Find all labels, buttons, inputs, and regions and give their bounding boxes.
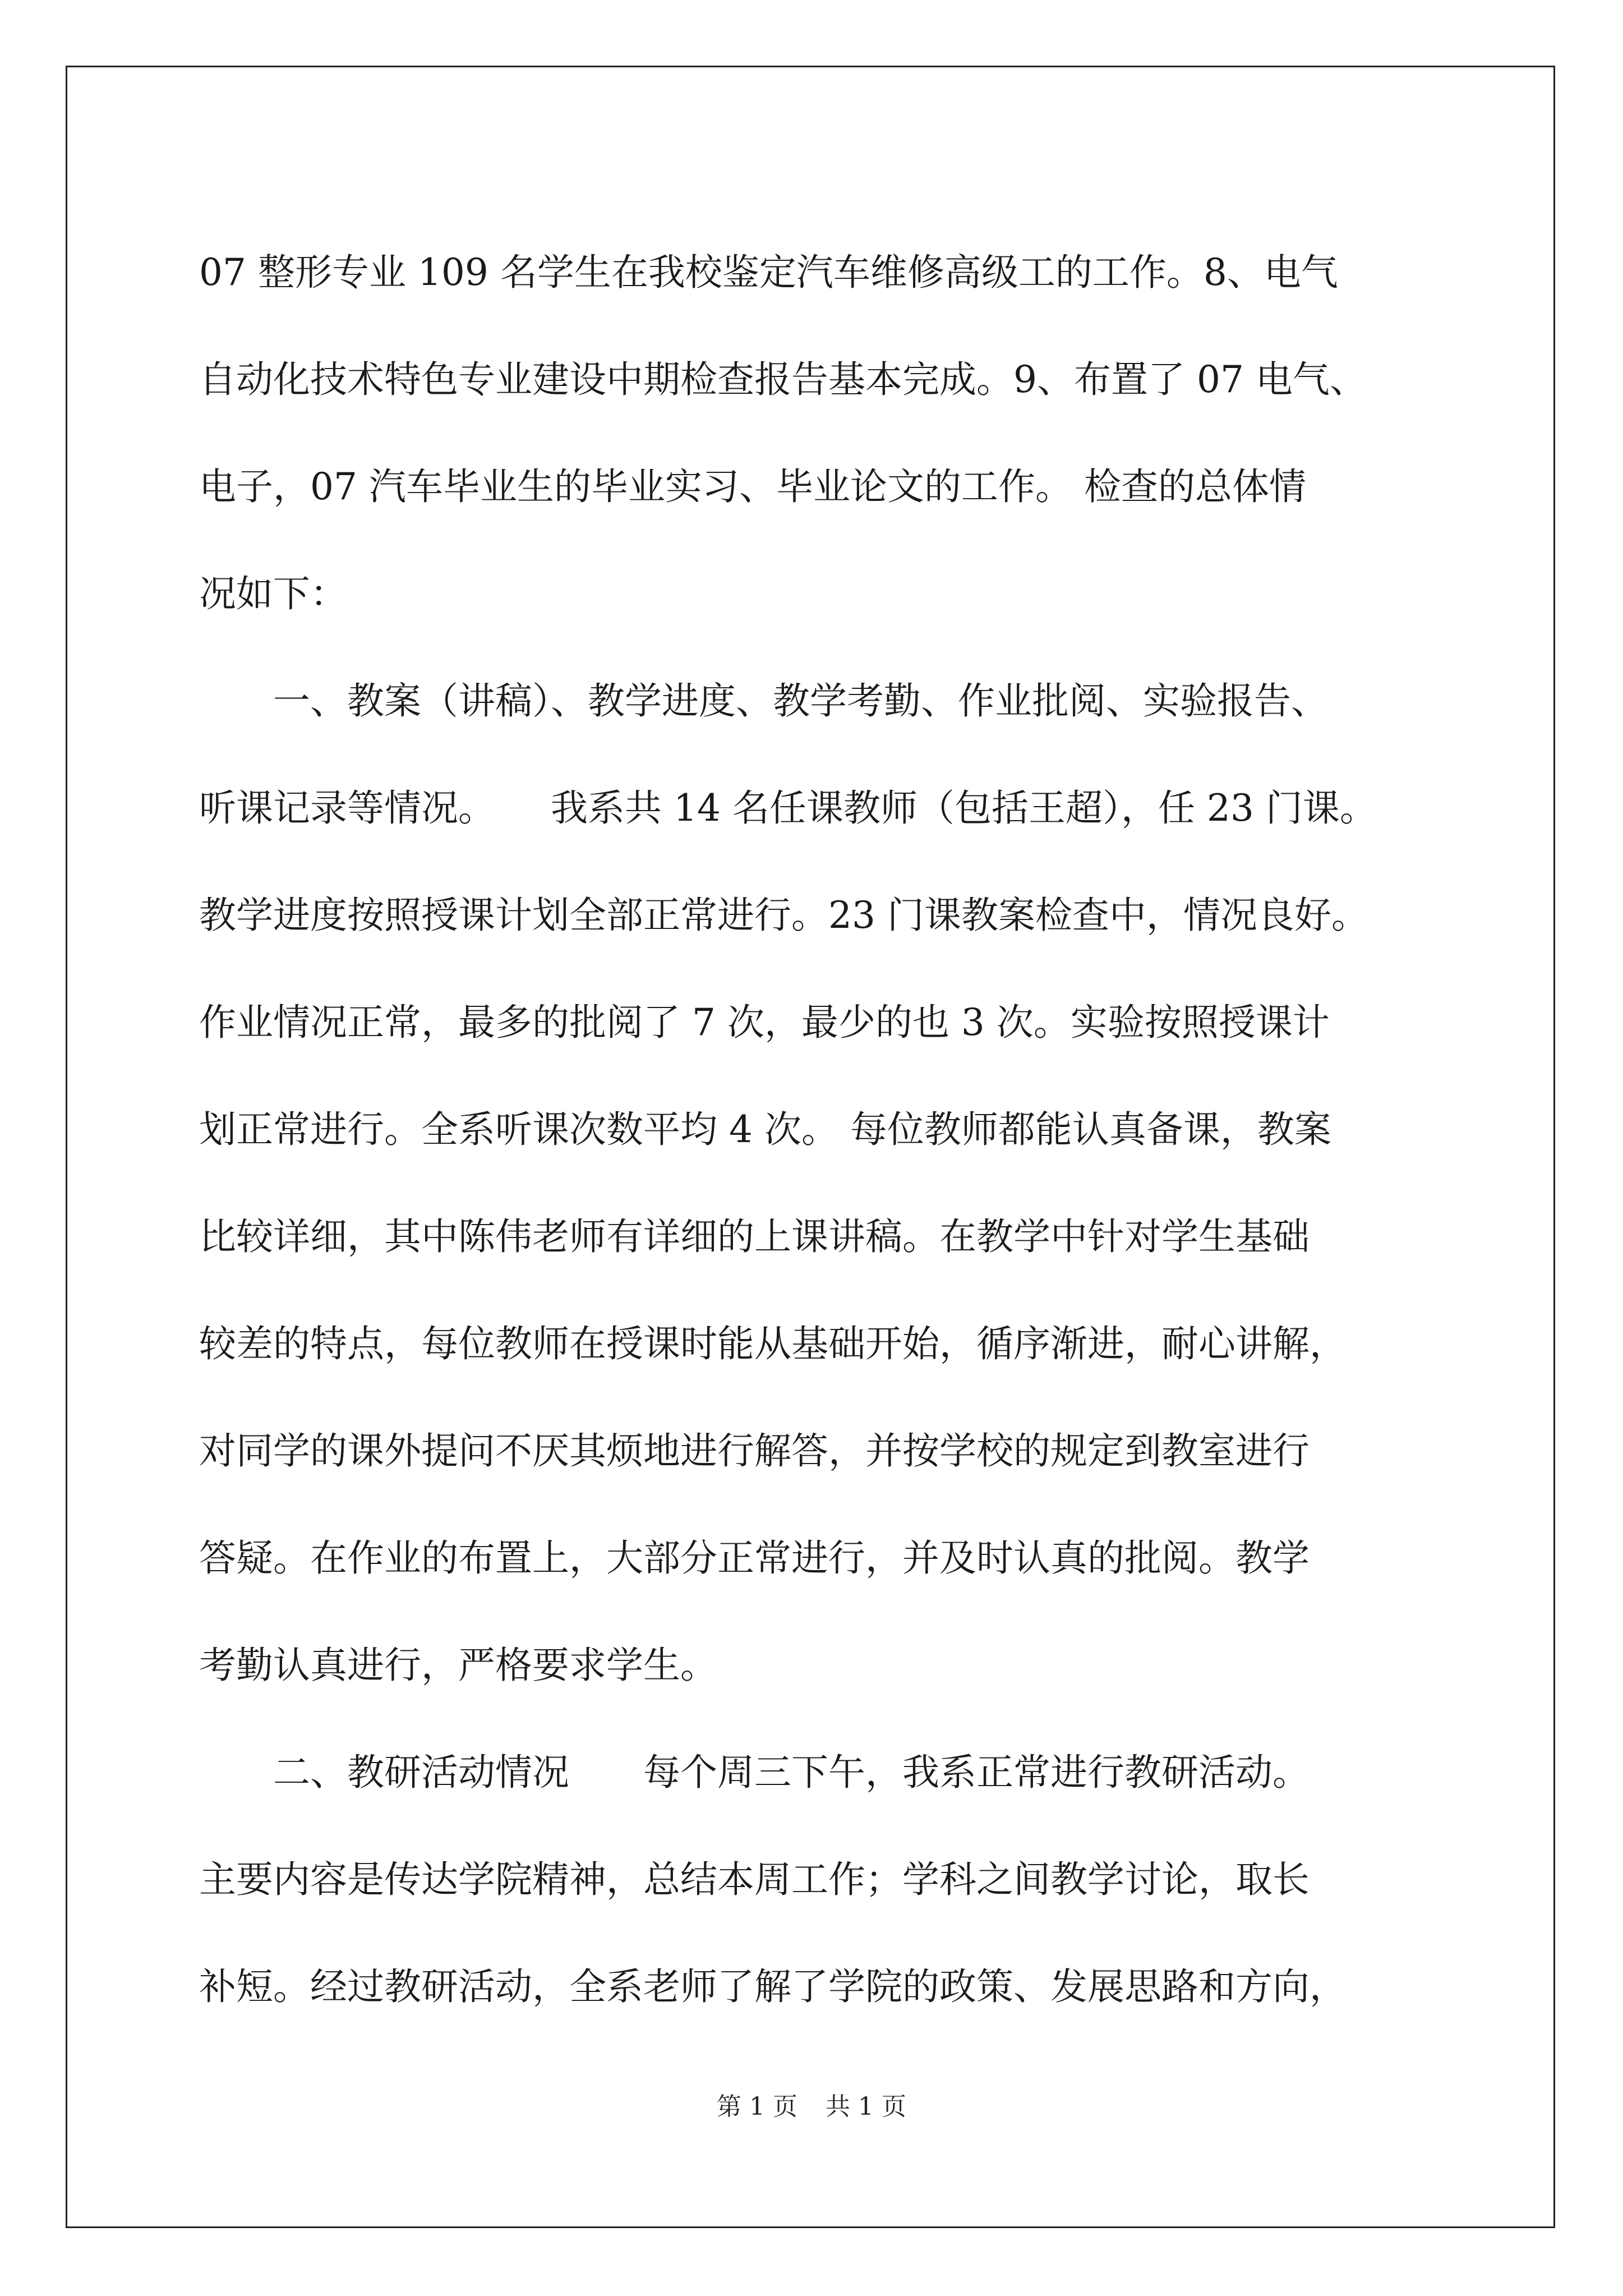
text-line: 一、教案（讲稿）、教学进度、教学考勤、作业批阅、实验报告、 [199, 679, 1328, 723]
text-line: 补短。经过教研活动，全系老师了解了学院的政策、发展思路和方向， [199, 1965, 1347, 2008]
text-line: 划正常进行。全系听课次数平均 4 次。 每位教师都能认真备课，教案 [199, 1108, 1331, 1151]
text-line: 答疑。在作业的布置上，大部分正常进行，并及时认真的批阅。教学 [199, 1536, 1310, 1580]
text-line: 听课记录等情况。 我系共 14 名任课教师（包括王超），任 23 门课。 [199, 786, 1377, 830]
text-line: 教学进度按照授课计划全部正常进行。23 门课教案检查中，情况良好。 [199, 894, 1368, 937]
text-line: 自动化技术特色专业建设中期检查报告基本完成。9、布置了 07 电气、 [199, 358, 1367, 401]
page-total: 共 1 页 [826, 2092, 906, 2121]
page-footer [0, 2090, 1623, 2124]
text-line: 对同学的课外提问不厌其烦地进行解答，并按学校的规定到教室进行 [199, 1429, 1310, 1473]
text-line: 况如下： [199, 572, 347, 615]
text-line: 比较详细，其中陈伟老师有详细的上课讲稿。在教学中针对学生基础 [199, 1215, 1310, 1258]
text-line: 二、教研活动情况 每个周三下午，我系正常进行教研活动。 [199, 1751, 1310, 1794]
text-line: 主要内容是传达学院精神，总结本周工作；学科之间教学讨论，取长 [199, 1858, 1310, 1901]
document-body [199, 219, 1427, 2040]
text-line: 考勤认真进行，严格要求学生。 [199, 1644, 717, 1687]
text-line: 电子，07 汽车毕业生的毕业实习、毕业论文的工作。 检查的总体情 [199, 465, 1306, 508]
page-number: 第 1 页 [717, 2092, 797, 2121]
text-line: 07 整形专业 109 名学生在我校鉴定汽车维修高级工的工作。8、电气 [199, 251, 1338, 294]
text-line: 较差的特点，每位教师在授课时能从基础开始，循序渐进，耐心讲解， [199, 1322, 1347, 1365]
text-line: 作业情况正常，最多的批阅了 7 次，最少的也 3 次。实验按照授课计 [199, 1001, 1330, 1044]
